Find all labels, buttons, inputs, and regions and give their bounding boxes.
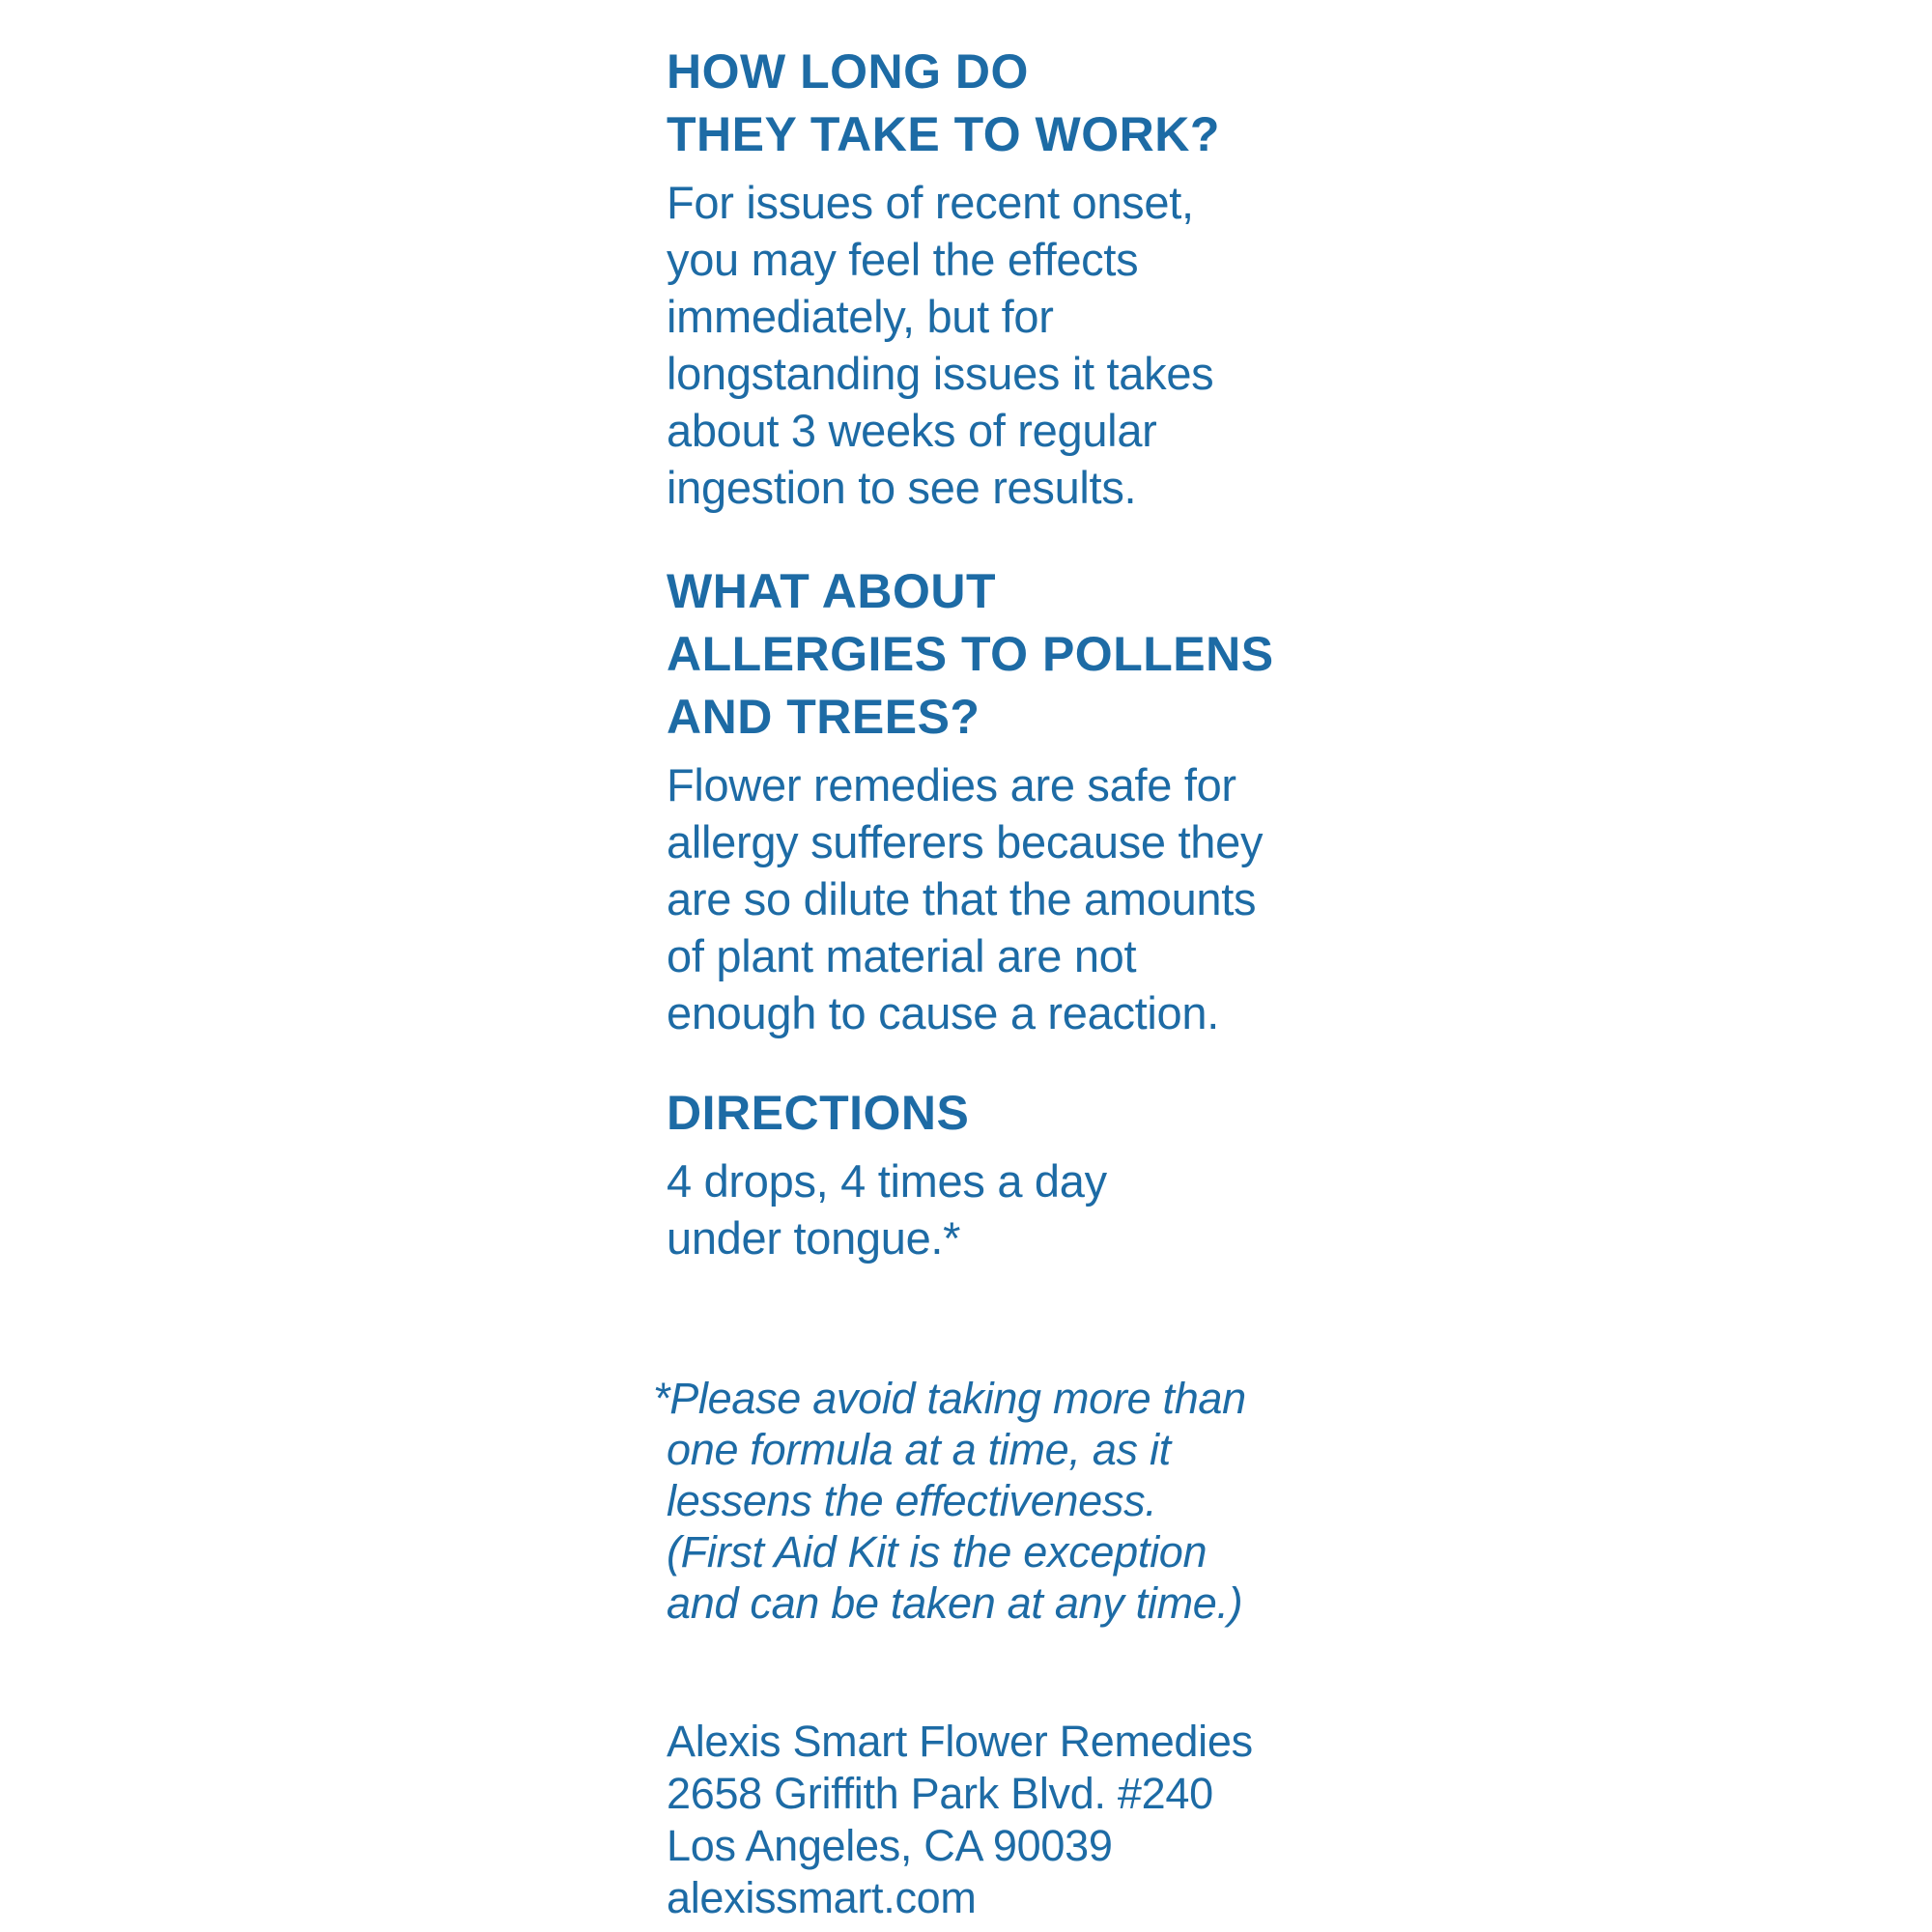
footnote-line: lessens the effectiveness. <box>667 1476 1157 1525</box>
footnote-line: (First Aid Kit is the exception <box>667 1527 1208 1577</box>
heading-line: DIRECTIONS <box>667 1086 970 1140</box>
body-line: ingestion to see results. <box>667 462 1137 513</box>
body-line: about 3 weeks of regular <box>667 405 1157 456</box>
section-heading <box>667 41 1323 166</box>
heading-line: ALLERGIES TO POLLENS <box>667 627 1274 681</box>
footnote-line: *Please avoid taking more than <box>653 1374 1246 1423</box>
body-line: allergy sufferers because they <box>667 816 1264 867</box>
heading-line: AND TREES? <box>667 690 980 744</box>
body-line: For issues of recent onset, <box>667 177 1194 228</box>
heading-line: HOW LONG DO <box>667 44 1029 99</box>
heading-line: THEY TAKE TO WORK? <box>667 107 1220 161</box>
body-line: under tongue.* <box>667 1212 961 1264</box>
website-url: alexissmart.com <box>667 1873 977 1922</box>
faq-section-allergies <box>667 560 1323 1041</box>
footnote-line: and can be taken at any time.) <box>667 1578 1243 1628</box>
faq-section-how-long <box>667 41 1323 516</box>
body-line: immediately, but for <box>667 291 1054 342</box>
body-line: enough to cause a reaction. <box>667 987 1219 1038</box>
body-line: you may feel the effects <box>667 234 1139 285</box>
section-body <box>667 174 1323 516</box>
body-line: 4 drops, 4 times a day <box>667 1155 1107 1207</box>
address-city: Los Angeles, CA 90039 <box>667 1821 1113 1870</box>
brand-name: Alexis Smart Flower Remedies <box>667 1717 1253 1766</box>
section-heading <box>667 560 1323 749</box>
footnote-line: one formula at a time, as it <box>667 1425 1171 1474</box>
footnote <box>653 1373 1323 1629</box>
body-line: are so dilute that the amounts <box>667 873 1257 924</box>
product-label-panel <box>653 41 1323 1924</box>
body-line: Flower remedies are safe for <box>667 759 1236 810</box>
address-block <box>667 1716 1323 1924</box>
body-line: longstanding issues it takes <box>667 348 1214 399</box>
directions-section <box>667 1082 1323 1266</box>
body-line: of plant material are not <box>667 930 1137 981</box>
section-body <box>667 756 1323 1041</box>
section-body <box>667 1152 1323 1266</box>
heading-line: WHAT ABOUT <box>667 564 997 618</box>
section-heading <box>667 1082 1323 1145</box>
address-street: 2658 Griffith Park Blvd. #240 <box>667 1769 1213 1818</box>
